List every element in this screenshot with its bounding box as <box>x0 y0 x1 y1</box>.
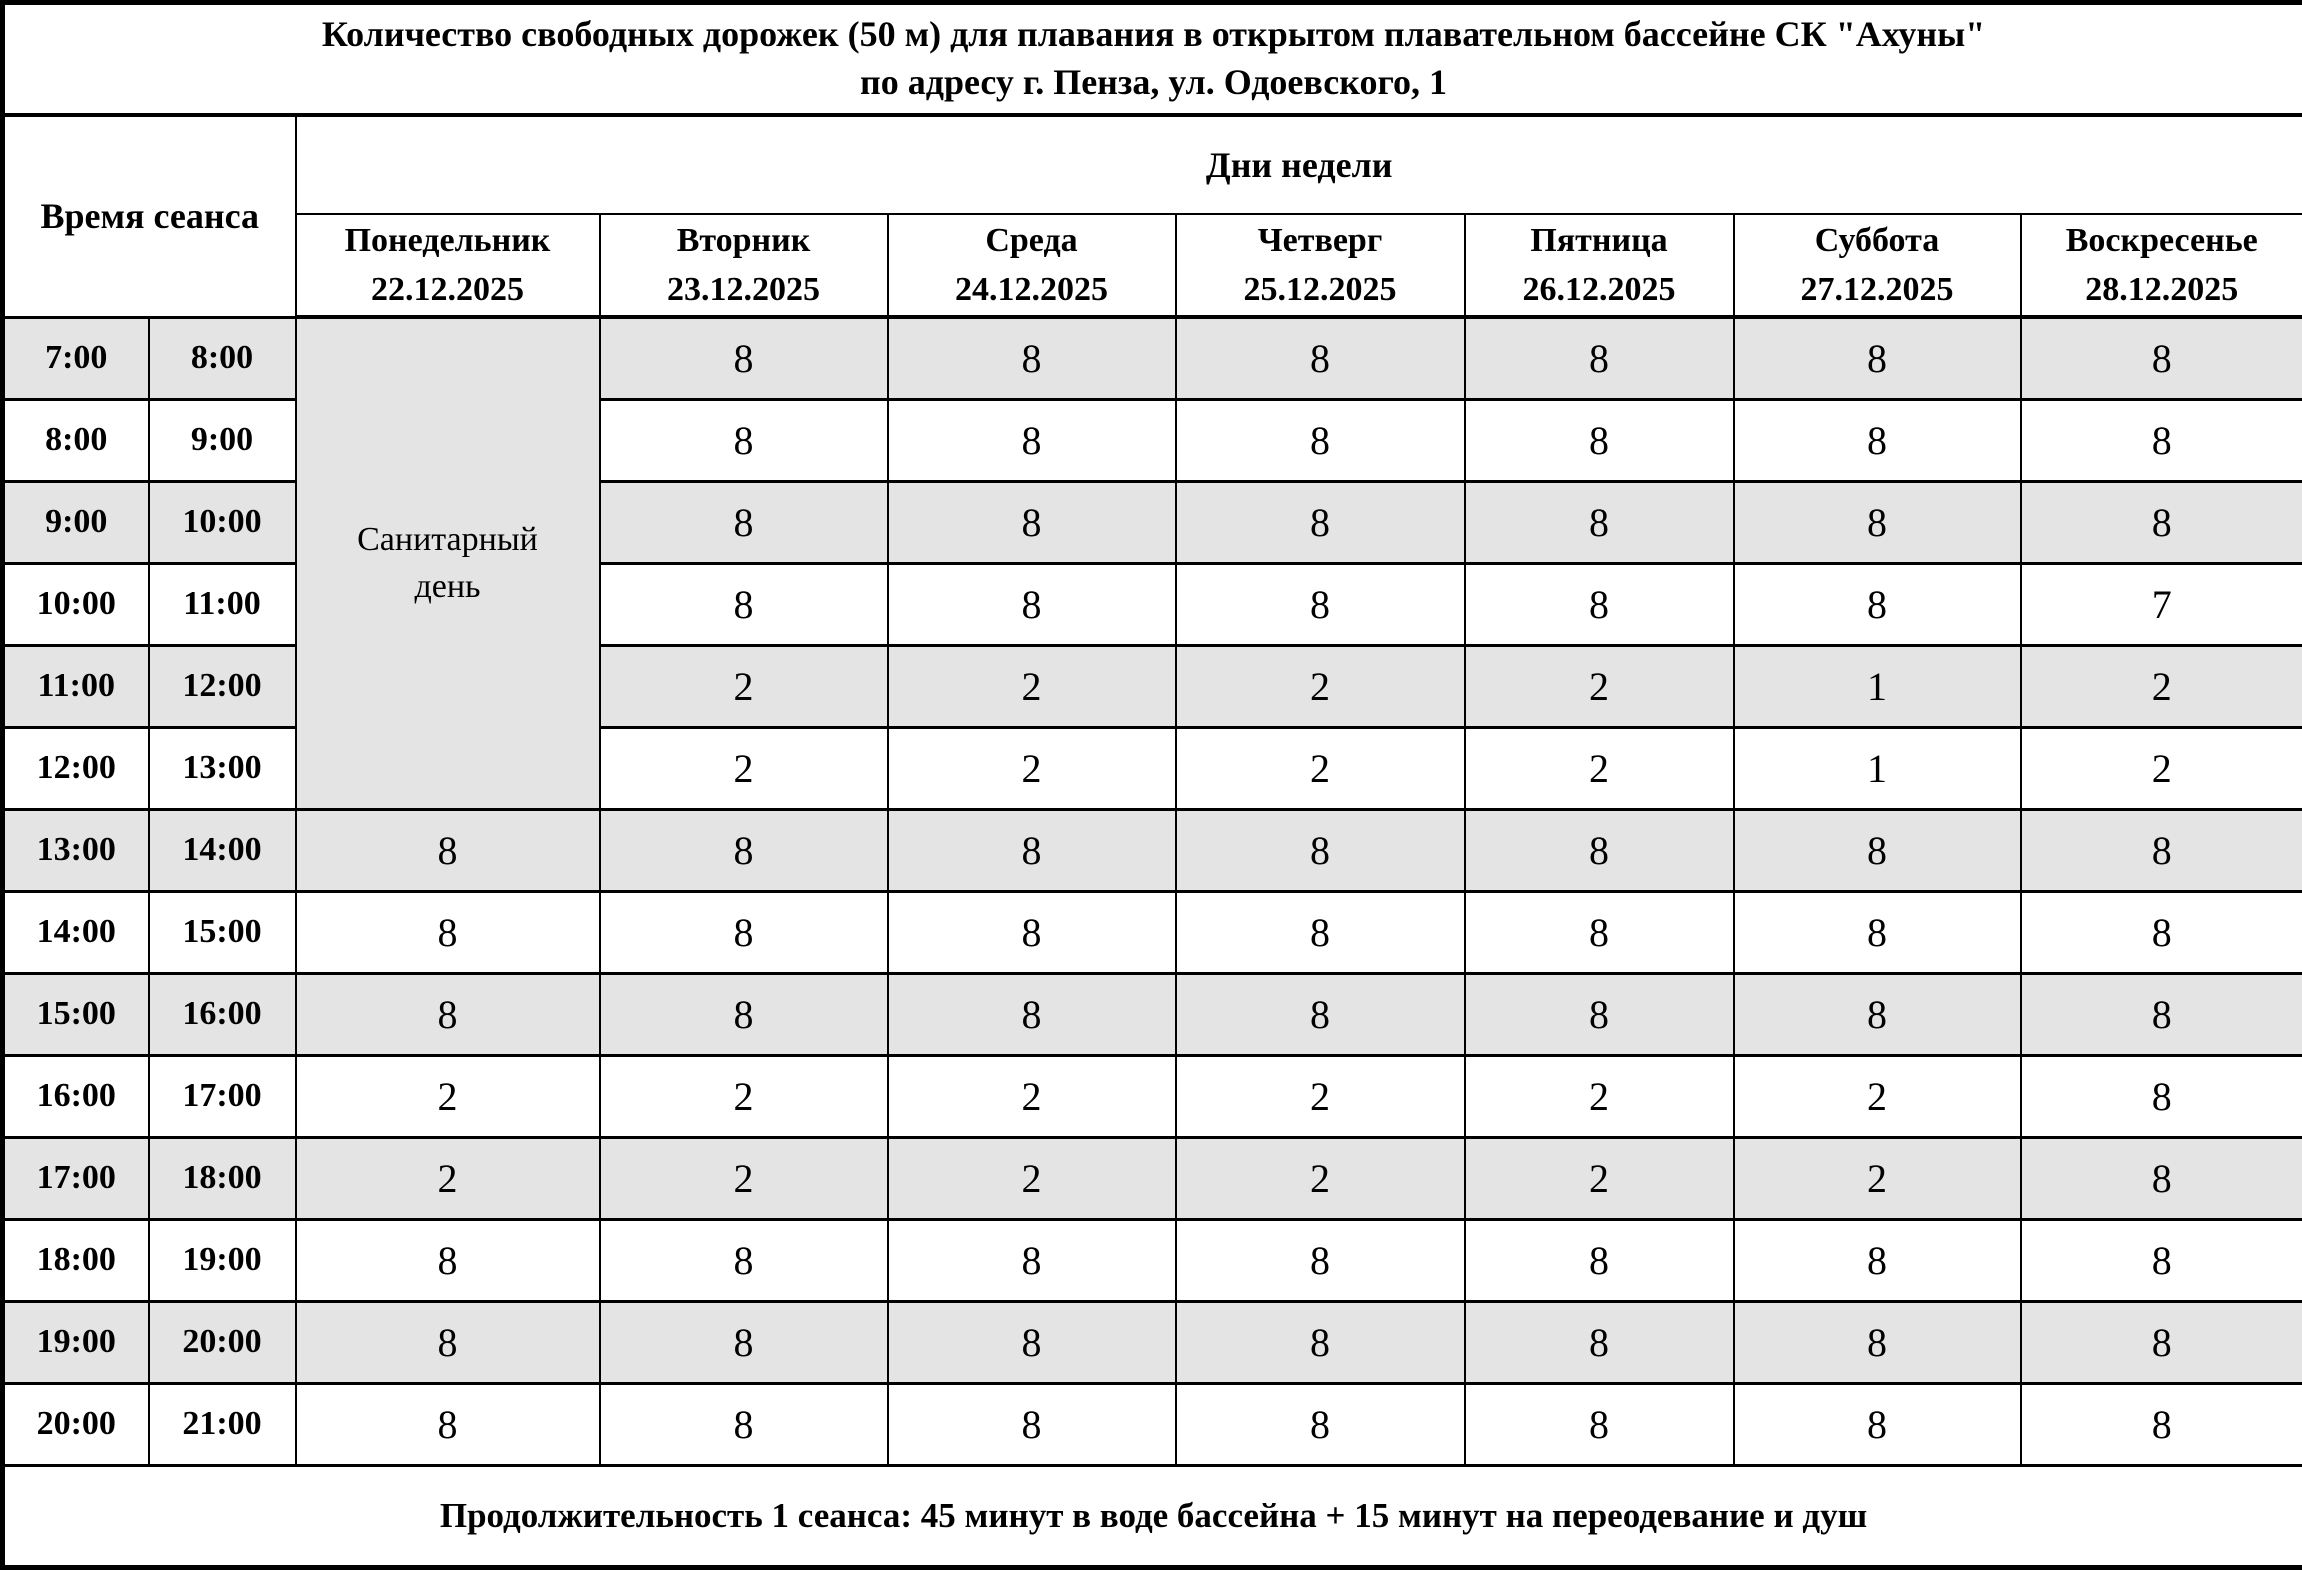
lanes-cell: 8 <box>296 1383 600 1465</box>
lanes-cell: 2 <box>1465 1055 1734 1137</box>
time-end-cell: 19:00 <box>149 1219 296 1301</box>
lanes-cell: 2 <box>1465 1137 1734 1219</box>
day-name: Суббота <box>1735 216 2020 265</box>
lanes-cell: 8 <box>888 1301 1176 1383</box>
time-end-cell: 16:00 <box>149 973 296 1055</box>
time-start-cell: 11:00 <box>3 645 149 727</box>
lanes-cell: 2 <box>600 727 888 809</box>
lanes-cell: 7 <box>2021 563 2302 645</box>
day-name: Пятница <box>1466 216 1733 265</box>
day-header-friday <box>1465 214 1734 317</box>
lanes-cell: 8 <box>1734 399 2021 481</box>
day-date: 28.12.2025 <box>2022 265 2302 314</box>
lanes-cell: 8 <box>888 1219 1176 1301</box>
lanes-cell: 8 <box>1734 809 2021 891</box>
lanes-cell: 8 <box>1734 1219 2021 1301</box>
lanes-cell: 8 <box>600 481 888 563</box>
lanes-cell: 8 <box>2021 1383 2302 1465</box>
day-name: Четверг <box>1177 216 1464 265</box>
lanes-cell: 8 <box>1734 481 2021 563</box>
lanes-cell: 2 <box>888 1055 1176 1137</box>
lanes-cell: 8 <box>888 481 1176 563</box>
lanes-cell: 8 <box>600 809 888 891</box>
table-title-line2: по адресу г. Пенза, ул. Одоевского, 1 <box>5 59 2302 107</box>
days-group-header: Дни недели <box>296 115 2302 214</box>
time-end-cell: 11:00 <box>149 563 296 645</box>
lanes-cell: 1 <box>1734 645 2021 727</box>
lanes-cell: 2 <box>1465 645 1734 727</box>
time-start-cell: 15:00 <box>3 973 149 1055</box>
lanes-cell: 2 <box>600 1137 888 1219</box>
time-column-header: Время сеанса <box>3 115 296 317</box>
time-end-cell: 20:00 <box>149 1301 296 1383</box>
lanes-cell: 8 <box>888 563 1176 645</box>
time-end-cell: 9:00 <box>149 399 296 481</box>
day-name: Понедельник <box>297 216 599 265</box>
lanes-cell: 8 <box>600 1301 888 1383</box>
time-end-cell: 12:00 <box>149 645 296 727</box>
title-row <box>3 3 2302 116</box>
lanes-cell: 8 <box>1465 1383 1734 1465</box>
time-start-cell: 14:00 <box>3 891 149 973</box>
lanes-cell: 8 <box>1734 891 2021 973</box>
lanes-cell: 8 <box>1176 973 1465 1055</box>
lanes-cell: 8 <box>1465 317 1734 399</box>
sanitary-day-cell: Санитарный день <box>296 317 600 809</box>
time-start-cell: 18:00 <box>3 1219 149 1301</box>
lanes-cell: 8 <box>1465 563 1734 645</box>
lanes-cell: 8 <box>600 891 888 973</box>
lanes-cell: 8 <box>1465 1219 1734 1301</box>
lanes-cell: 2 <box>1734 1055 2021 1137</box>
lanes-cell: 8 <box>1465 891 1734 973</box>
lanes-cell: 2 <box>2021 645 2302 727</box>
lanes-cell: 8 <box>1734 563 2021 645</box>
lanes-cell: 1 <box>1734 727 2021 809</box>
lanes-cell: 8 <box>888 809 1176 891</box>
day-date: 22.12.2025 <box>297 265 599 314</box>
day-header-wednesday <box>888 214 1176 317</box>
lanes-cell: 8 <box>1734 1383 2021 1465</box>
lanes-cell: 8 <box>600 1219 888 1301</box>
footer-note: Продолжительность 1 сеанса: 45 минут в воде бассейна + 15 минут на переодевание и душ <box>3 1465 2302 1567</box>
lanes-cell: 8 <box>1465 399 1734 481</box>
lanes-cell: 8 <box>600 399 888 481</box>
lanes-cell: 8 <box>296 1219 600 1301</box>
lanes-cell: 8 <box>2021 891 2302 973</box>
lanes-cell: 8 <box>1176 317 1465 399</box>
lanes-cell: 2 <box>1176 1055 1465 1137</box>
time-end-cell: 15:00 <box>149 891 296 973</box>
lanes-cell: 8 <box>2021 481 2302 563</box>
lanes-cell: 2 <box>1176 1137 1465 1219</box>
schedule-row <box>3 891 2302 973</box>
lanes-cell: 8 <box>2021 809 2302 891</box>
lanes-cell: 8 <box>1734 317 2021 399</box>
lanes-cell: 8 <box>1176 1219 1465 1301</box>
lanes-cell: 8 <box>600 317 888 399</box>
lanes-cell: 8 <box>296 809 600 891</box>
lanes-cell: 2 <box>600 645 888 727</box>
schedule-row <box>3 1383 2302 1465</box>
lanes-cell: 2 <box>600 1055 888 1137</box>
lanes-cell: 8 <box>1465 809 1734 891</box>
lanes-cell: 8 <box>2021 317 2302 399</box>
day-names-row <box>3 214 2302 317</box>
table-title-line1: Количество свободных дорожек (50 м) для плавания в открытом плавательном бассейне СК "Ахуны" <box>5 11 2302 59</box>
lanes-cell: 8 <box>1734 1301 2021 1383</box>
lanes-cell: 8 <box>2021 1219 2302 1301</box>
lanes-cell: 8 <box>2021 1137 2302 1219</box>
footer-row <box>3 1465 2302 1567</box>
day-name: Среда <box>889 216 1175 265</box>
day-date: 23.12.2025 <box>601 265 887 314</box>
day-name: Воскресенье <box>2022 216 2302 265</box>
lanes-cell: 8 <box>600 973 888 1055</box>
schedule-row <box>3 809 2302 891</box>
lanes-cell: 8 <box>1176 809 1465 891</box>
lanes-cell: 2 <box>296 1137 600 1219</box>
lanes-cell: 8 <box>600 563 888 645</box>
lanes-cell: 8 <box>1176 891 1465 973</box>
day-header-saturday <box>1734 214 2021 317</box>
time-start-cell: 9:00 <box>3 481 149 563</box>
day-date: 24.12.2025 <box>889 265 1175 314</box>
day-header-monday <box>296 214 600 317</box>
time-start-cell: 13:00 <box>3 809 149 891</box>
day-date: 27.12.2025 <box>1735 265 2020 314</box>
lanes-cell: 2 <box>888 645 1176 727</box>
time-end-cell: 8:00 <box>149 317 296 399</box>
lanes-cell: 8 <box>888 973 1176 1055</box>
lanes-cell: 8 <box>2021 1301 2302 1383</box>
lanes-cell: 8 <box>888 399 1176 481</box>
time-end-cell: 17:00 <box>149 1055 296 1137</box>
days-group-row <box>3 115 2302 214</box>
time-start-cell: 10:00 <box>3 563 149 645</box>
time-start-cell: 8:00 <box>3 399 149 481</box>
time-end-cell: 14:00 <box>149 809 296 891</box>
lanes-cell: 8 <box>2021 973 2302 1055</box>
schedule-row <box>3 317 2302 399</box>
day-header-tuesday <box>600 214 888 317</box>
time-end-cell: 10:00 <box>149 481 296 563</box>
time-start-cell: 12:00 <box>3 727 149 809</box>
lanes-cell: 8 <box>1465 481 1734 563</box>
lanes-cell: 8 <box>888 317 1176 399</box>
lanes-cell: 8 <box>296 891 600 973</box>
time-end-cell: 18:00 <box>149 1137 296 1219</box>
schedule-row <box>3 1137 2302 1219</box>
day-header-sunday <box>2021 214 2302 317</box>
day-name: Вторник <box>601 216 887 265</box>
time-start-cell: 17:00 <box>3 1137 149 1219</box>
lanes-cell: 2 <box>888 1137 1176 1219</box>
lanes-cell: 8 <box>1465 973 1734 1055</box>
lanes-cell: 2 <box>1734 1137 2021 1219</box>
time-end-cell: 21:00 <box>149 1383 296 1465</box>
lanes-cell: 8 <box>600 1383 888 1465</box>
lanes-cell: 8 <box>1176 399 1465 481</box>
lanes-cell: 8 <box>1176 481 1465 563</box>
time-start-cell: 20:00 <box>3 1383 149 1465</box>
lanes-cell: 8 <box>2021 1055 2302 1137</box>
lanes-cell: 8 <box>888 891 1176 973</box>
lanes-cell: 8 <box>2021 399 2302 481</box>
day-date: 26.12.2025 <box>1466 265 1733 314</box>
schedule-row <box>3 1055 2302 1137</box>
day-header-thursday <box>1176 214 1465 317</box>
schedule-row <box>3 1301 2302 1383</box>
time-start-cell: 7:00 <box>3 317 149 399</box>
lanes-cell: 8 <box>296 1301 600 1383</box>
lanes-cell: 2 <box>1465 727 1734 809</box>
day-date: 25.12.2025 <box>1177 265 1464 314</box>
lanes-cell: 8 <box>296 973 600 1055</box>
lanes-cell: 2 <box>1176 727 1465 809</box>
lanes-cell: 8 <box>1734 973 2021 1055</box>
time-start-cell: 19:00 <box>3 1301 149 1383</box>
table-title <box>3 3 2302 116</box>
time-start-cell: 16:00 <box>3 1055 149 1137</box>
lanes-cell: 8 <box>1176 563 1465 645</box>
lanes-cell: 8 <box>1176 1301 1465 1383</box>
lanes-cell: 8 <box>1465 1301 1734 1383</box>
schedule-row <box>3 1219 2302 1301</box>
lanes-cell: 2 <box>1176 645 1465 727</box>
time-end-cell: 13:00 <box>149 727 296 809</box>
schedule-row <box>3 973 2302 1055</box>
lanes-cell: 2 <box>296 1055 600 1137</box>
lanes-cell: 2 <box>2021 727 2302 809</box>
lanes-cell: 8 <box>888 1383 1176 1465</box>
lanes-cell: 2 <box>888 727 1176 809</box>
lanes-cell: 8 <box>1176 1383 1465 1465</box>
